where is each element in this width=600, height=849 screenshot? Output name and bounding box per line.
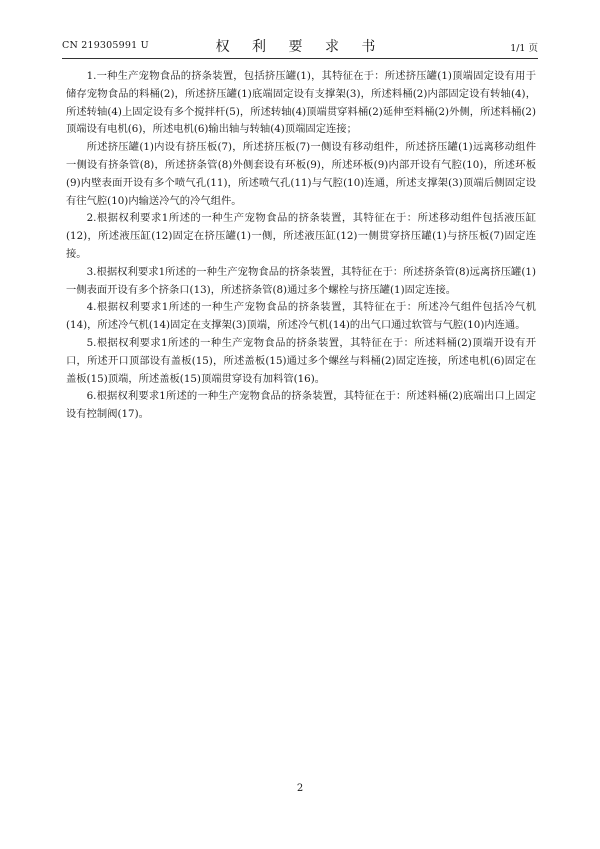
page-header <box>62 36 538 56</box>
publication-number: CN 219305991 U <box>62 40 149 51</box>
claim-1-continued: 所述挤压罐(1)内设有挤压板(7)，所述挤压板(7)一侧设有移动组件，所述挤压罐(1)远离移动组件一侧设有挤条管(8)，所述挤条管(8)外侧套设有环板(9)，所述环板(9)内部开设有气腔(10)，所述环板(9)内壁表面开设有多个喷气孔(11)，所述喷气孔(11)与气腔(10)连通，所述支撑架(3)顶端后侧固定设有往气腔(10)内输送冷气的冷气组件。 <box>66 141 536 207</box>
page-fraction: 1/1 页 <box>510 43 538 54</box>
claim-3: 3.根据权利要求1所述的一种生产宠物食品的挤条装置，其特征在于：所述挤条管(8)远离挤压罐(1)一侧表面开设有多个挤条口(13)，所述挤条管(8)通过多个螺栓与挤压罐(1)固定连接。 <box>66 265 536 296</box>
claim-5: 5.根据权利要求1所述的一种生产宠物食品的挤条装置，其特征在于：所述料桶(2)顶端开设有开口，所述开口顶部设有盖板(15)，所述盖板(15)通过多个螺丝与料桶(2)固定连接，所述电机(6)固定在盖板(15)顶端，所述盖板(15)顶端贯穿设有加料管(16)。 <box>66 336 536 385</box>
claim-4: 4.根据权利要求1所述的一种生产宠物食品的挤条装置，其特征在于：所述冷气组件包括冷气机(14)，所述冷气机(14)固定在支撑架(3)顶端，所述冷气机(14)的出气口通过软管与气腔(10)内连通。 <box>66 301 536 332</box>
page-number: 2 <box>296 783 304 794</box>
claim-1: 1.一种生产宠物食品的挤条装置，包括挤压罐(1)，其特征在于：所述挤压罐(1)顶端固定设有用于储存宠物食品的料桶(2)，所述挤压罐(1)底端固定设有支撑架(3)，所述料桶(2)内部固定设有转轴(4)，所述转轴(4)上固定设有多个搅拌杆(5)，所述转轴(4)顶端贯穿料桶(2)延伸至料桶(2)外侧，所述料桶(2)顶端设有电机(6)，所述电机(6)输出轴与转轴(4)顶端固定连接； <box>66 70 536 136</box>
document-title: 权 利 要 求 书 <box>215 39 385 55</box>
header-rule <box>62 58 538 59</box>
claim-6: 6.根据权利要求1所述的一种生产宠物食品的挤条装置，其特征在于：所述料桶(2)底端出口上固定设有控制阀(17)。 <box>66 390 536 421</box>
claim-2: 2.根据权利要求1所述的一种生产宠物食品的挤条装置，其特征在于：所述移动组件包括液压缸(12)，所述液压缸(12)固定在挤压罐(1)一侧，所述液压缸(12)一侧贯穿挤压罐(1)与挤压板(7)固定连接。 <box>66 212 536 260</box>
claims-body <box>66 68 536 424</box>
